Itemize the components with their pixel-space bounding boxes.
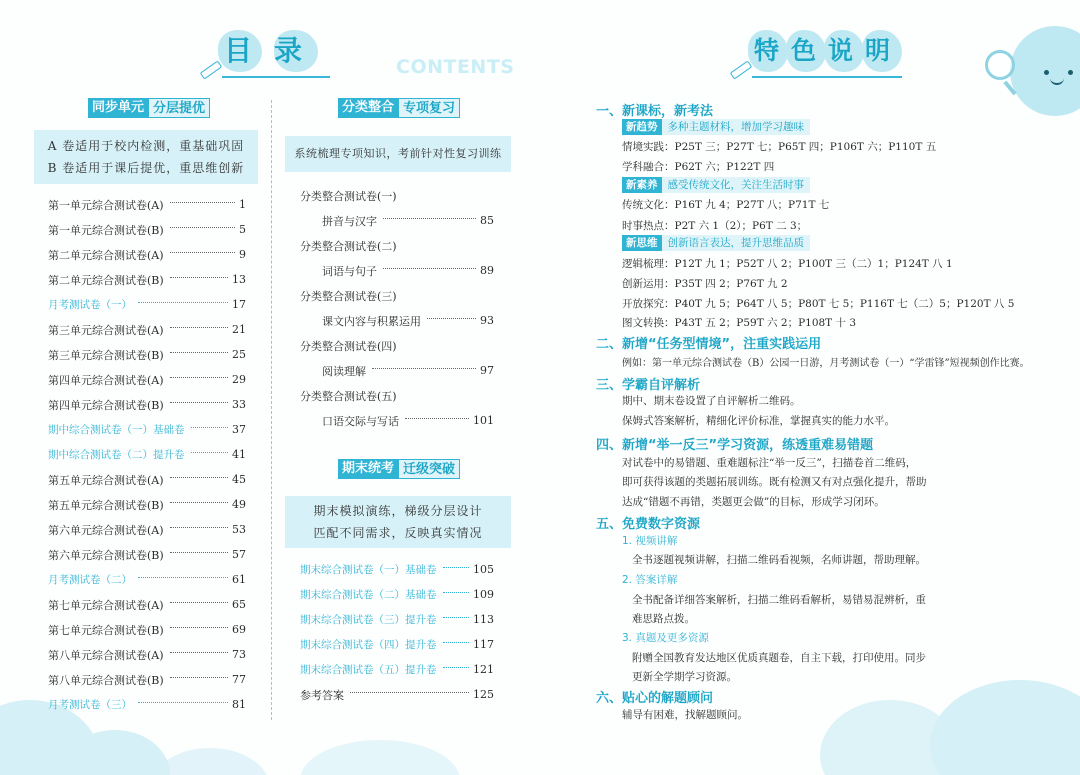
toc-entry[interactable] [48, 617, 246, 642]
toc-entry-page: 125 [473, 688, 494, 701]
toc-entry-label: 第七单元综合测试卷(B) [48, 623, 164, 637]
toc-leader-dots [443, 567, 470, 568]
toc-entry[interactable] [48, 542, 246, 567]
toc-entry-label: 拼音与汉字 [322, 214, 377, 228]
toc-entry-label: 第一单元综合测试卷(B) [48, 223, 164, 237]
toc-leader-dots [138, 702, 228, 703]
toc-entry[interactable] [48, 592, 246, 617]
toc-entry-label: 第六单元综合测试卷(A) [48, 523, 164, 537]
toc-leader-dots [170, 677, 228, 678]
toc-entry-page: 53 [232, 523, 246, 536]
magnifier-icon [985, 50, 1015, 80]
toc-leader-dots [138, 302, 228, 303]
toc-leader-dots [443, 592, 470, 593]
smiley-face-icon [1010, 26, 1080, 116]
text-line: 即可获得该题的类题拓展训练。既有检测又有对点强化提升，帮助 [622, 476, 927, 488]
toc-leader-dots [170, 377, 228, 378]
toc-entry[interactable] [48, 492, 246, 517]
features-title-text: 特色说明 [754, 36, 903, 65]
toc-leader-dots [170, 252, 235, 253]
toc-entry-label: 参考答案 [300, 688, 344, 702]
toc-entry-label: 阅读理解 [322, 364, 366, 378]
toc-entry-page: 101 [473, 414, 494, 427]
toc-entry[interactable] [300, 383, 494, 408]
subtag-trend: 新趋势 多种主题材料，增加学习趣味 [622, 119, 810, 135]
toc-entry-page: 37 [232, 423, 246, 436]
text-line: 附赠全国教育发达地区优质真题卷，自主下载，打印使用。同步 [632, 652, 926, 664]
toc-entry[interactable] [300, 283, 494, 308]
toc-leader-dots [170, 277, 228, 278]
toc-leader-dots [170, 652, 228, 653]
toc-leader-dots [170, 502, 228, 503]
section-head-3: 三、学霸自评解析 [596, 378, 701, 393]
toc-entry-label: 课文内容与积累运用 [322, 314, 421, 328]
toc-entry-page: 65 [232, 598, 246, 611]
toc-entry-label: 第六单元综合测试卷(B) [48, 548, 164, 562]
text-line: 期中、期末卷设置了自评解析二维码。 [622, 395, 801, 407]
toc-entry[interactable] [300, 682, 494, 707]
toc-entry-label: 口语交际与写话 [322, 414, 399, 428]
toc-entry[interactable] [300, 657, 494, 682]
toc-entry[interactable] [48, 692, 246, 717]
text-line: 难思路点拨。 [632, 613, 695, 625]
text-line: 保姆式答案解析，精细化评价标准，掌握真实的能力水平。 [622, 415, 895, 427]
toc-entry-page: 93 [480, 314, 494, 327]
text-line: 例如：第一单元综合测试卷（B）公园一日游，月考测试卷（一）“学雷锋”短视频创作比赛。 [622, 358, 1030, 369]
sub-head-resources: 3. 真题及更多资源 [622, 632, 709, 644]
toc-entry[interactable] [48, 417, 246, 442]
toc-entry[interactable] [48, 267, 246, 292]
toc-entry-page: 5 [239, 223, 246, 236]
toc-leader-dots [170, 477, 228, 478]
toc-leader-dots [170, 202, 235, 203]
toc-entry-page: 105 [473, 563, 494, 576]
toc-entry-label: 月考测试卷（一） [48, 299, 132, 311]
toc-leader-dots [443, 667, 470, 668]
toc-leader-dots [443, 617, 470, 618]
toc-entry[interactable] [300, 258, 494, 283]
toc-entry-label: 第三单元综合测试卷(A) [48, 323, 164, 337]
toc-entry-label: 分类整合测试卷(一) [300, 189, 397, 203]
toc-leader-dots [170, 327, 228, 328]
toc-entry-page: 73 [232, 648, 246, 661]
toc-leader-dots [170, 402, 228, 403]
toc-entry-page: 85 [480, 214, 494, 227]
toc-leader-dots [191, 452, 229, 453]
toc-entry-page: 9 [239, 248, 246, 261]
toc-leader-dots [170, 352, 228, 353]
toc-entry-label: 词语与句子 [322, 264, 377, 278]
text-line: 学科融合：P62T 六；P122T 四 [622, 161, 775, 173]
toc-leader-dots [170, 602, 228, 603]
toc-entry-label: 第四单元综合测试卷(A) [48, 373, 164, 387]
subtag-thinking: 新思维 创新语言表达，提升思维品质 [622, 235, 810, 251]
toc-entry[interactable] [48, 642, 246, 667]
toc-entry-label: 分类整合测试卷(五) [300, 389, 397, 403]
toc-entry-label: 期末综合测试卷（五）提升卷 [300, 664, 437, 676]
toc-entry-label: 分类整合测试卷(四) [300, 339, 397, 353]
toc-leader-dots [138, 577, 228, 578]
toc-entry-label: 第八单元综合测试卷(A) [48, 648, 164, 662]
toc-entry-page: 17 [232, 298, 246, 311]
text-line: 逻辑梳理：P12T 九 1；P52T 八 2；P100T 三（二）1；P124T 八 1 [622, 258, 953, 270]
section-tag-sync: 同步单元 分层提优 [88, 98, 210, 118]
toc-entry[interactable] [48, 292, 246, 317]
toc-list-classify [300, 183, 494, 433]
text-line: 图文转换：P43T 五 2；P59T 六 2；P108T 十 3 [622, 317, 857, 329]
section-tag-final: 期末统考 迁级突破 [338, 459, 460, 479]
text-line: 传统文化：P16T 九 4；P27T 八；P71T 七 [622, 199, 830, 211]
toc-leader-dots [372, 368, 476, 369]
toc-entry-label: 第四单元综合测试卷(B) [48, 398, 164, 412]
subtag-literacy: 新素养 感受传统文化，关注生活时事 [622, 177, 810, 193]
toc-entry-label: 分类整合测试卷(三) [300, 289, 397, 303]
toc-leader-dots [405, 418, 469, 419]
toc-entry-page: 89 [480, 264, 494, 277]
toc-entry-page: 13 [232, 273, 246, 286]
toc-entry[interactable] [48, 242, 246, 267]
title-underline [752, 76, 902, 78]
note-box-classify: 系统梳理专项知识，考前针对性复习训练 [285, 136, 511, 172]
features-title [748, 30, 902, 72]
toc-entry-label: 第五单元综合测试卷(A) [48, 473, 164, 487]
toc-entry[interactable] [300, 183, 494, 208]
toc-entry[interactable] [300, 632, 494, 657]
section-head-6: 六、贴心的解题顾问 [596, 691, 714, 706]
toc-entry-page: 41 [232, 448, 246, 461]
toc-entry-label: 期末综合测试卷（一）基础卷 [300, 564, 437, 576]
toc-entry[interactable] [48, 517, 246, 542]
toc-entry-page: 33 [232, 398, 246, 411]
toc-leader-dots [383, 218, 476, 219]
toc-leader-dots [350, 692, 469, 693]
toc-entry-page: 113 [473, 613, 494, 626]
toc-entry[interactable] [300, 333, 494, 358]
toc-entry-page: 25 [232, 348, 246, 361]
section-head-5: 五、免费数字资源 [596, 517, 701, 532]
toc-entry-page: 57 [232, 548, 246, 561]
toc-entry-page: 45 [232, 473, 246, 486]
column-divider [271, 100, 272, 720]
toc-entry-label: 期末综合测试卷（四）提升卷 [300, 639, 437, 651]
toc-entry[interactable] [48, 467, 246, 492]
toc-entry-page: 29 [232, 373, 246, 386]
text-line: 全书逐题视频讲解，扫描二维码看视频，名师讲题，帮助理解。 [632, 554, 926, 566]
toc-entry-label: 第八单元综合测试卷(B) [48, 673, 164, 687]
toc-entry-label: 月考测试卷（二） [48, 574, 132, 586]
toc-leader-dots [170, 527, 228, 528]
contents-word: CONTENTS [396, 56, 515, 78]
text-line: 开放探究：P40T 九 5；P64T 八 5；P80T 七 5；P116T 七（二）5；P120T 八 5 [622, 298, 1015, 310]
toc-entry-label: 期末综合测试卷（二）基础卷 [300, 589, 437, 601]
toc-entry-label: 第二单元综合测试卷(A) [48, 248, 164, 262]
sub-head-video: 1. 视频讲解 [622, 535, 678, 547]
toc-entry[interactable] [300, 607, 494, 632]
toc-leader-dots [191, 427, 229, 428]
toc-title [218, 30, 324, 72]
toc-entry-label: 期中综合测试卷（一）基础卷 [48, 424, 185, 436]
toc-leader-dots [443, 642, 470, 643]
toc-entry-page: 69 [232, 623, 246, 636]
title-underline [222, 76, 330, 78]
toc-leader-dots [170, 227, 235, 228]
toc-entry-label: 月考测试卷（三） [48, 699, 132, 711]
section-tag-classify: 分类整合 专项复习 [338, 98, 460, 118]
section-head-2: 二、新增“任务型情境”，注重实践运用 [596, 337, 822, 352]
toc-entry[interactable] [300, 308, 494, 333]
text-line: 辅导有困难，找解题顾问。 [622, 709, 748, 721]
toc-entry-label: 第五单元综合测试卷(B) [48, 498, 164, 512]
decor-cloud [930, 680, 1080, 775]
toc-leader-dots [170, 552, 228, 553]
toc-entry-page: 49 [232, 498, 246, 511]
section-head-1: 一、新课标，新考法 [596, 104, 714, 119]
toc-entry-page: 1 [239, 198, 246, 211]
toc-list-sync [48, 192, 246, 717]
toc-entry-page: 77 [232, 673, 246, 686]
toc-leader-dots [427, 318, 476, 319]
toc-entry-page: 97 [480, 364, 494, 377]
toc-entry[interactable] [300, 408, 494, 433]
toc-entry[interactable] [300, 582, 494, 607]
text-line: 全书配备详细答案解析，扫描二维码看解析，易错易混辨析，重 [632, 594, 926, 606]
text-line: 时事热点：P2T 六 1（2）；P6T 二 3； [622, 220, 808, 232]
toc-entry-label: 期末综合测试卷（三）提升卷 [300, 614, 437, 626]
toc-entry-page: 117 [473, 638, 494, 651]
note-box-sync: A 卷适用于校内检测，重基础巩固 B 卷适用于课后提优，重思维创新 [34, 130, 258, 184]
section-head-4: 四、新增“举一反三”学习资源，练透重难易错题 [596, 438, 874, 453]
toc-list-final [300, 557, 494, 707]
toc-entry-label: 第三单元综合测试卷(B) [48, 348, 164, 362]
toc-entry[interactable] [48, 342, 246, 367]
toc-entry-page: 61 [232, 573, 246, 586]
toc-entry[interactable] [48, 367, 246, 392]
text-line: 情境实践：P25T 三；P27T 七；P65T 四；P106T 六；P110T 五 [622, 141, 937, 153]
toc-entry[interactable] [300, 233, 494, 258]
toc-entry-label: 第一单元综合测试卷(A) [48, 198, 164, 212]
toc-entry[interactable] [48, 392, 246, 417]
toc-entry[interactable] [300, 557, 494, 582]
toc-entry[interactable] [48, 192, 246, 217]
toc-entry-page: 109 [473, 588, 494, 601]
toc-entry[interactable] [300, 358, 494, 383]
toc-entry-page: 81 [232, 698, 246, 711]
toc-entry[interactable] [48, 567, 246, 592]
sub-head-answers: 2. 答案详解 [622, 574, 678, 586]
toc-entry-label: 第七单元综合测试卷(A) [48, 598, 164, 612]
toc-entry-label: 分类整合测试卷(二) [300, 239, 397, 253]
text-line: 更新全学期学习资源。 [632, 671, 737, 683]
toc-entry-page: 21 [232, 323, 246, 336]
toc-entry-label: 期中综合测试卷（二）提升卷 [48, 449, 185, 461]
toc-entry[interactable] [48, 667, 246, 692]
toc-entry[interactable] [48, 217, 246, 242]
text-line: 对试卷中的易错题、重难题标注“举一反三”，扫描卷首二维码， [622, 457, 917, 469]
toc-entry[interactable] [48, 442, 246, 467]
toc-entry-page: 121 [473, 663, 494, 676]
toc-leader-dots [170, 627, 228, 628]
toc-entry[interactable] [48, 317, 246, 342]
toc-leader-dots [383, 268, 476, 269]
note-box-final: 期末模拟演练，梯级分层设计 匹配不同需求，反映真实情况 [285, 496, 511, 548]
toc-title-text: 目录 [224, 34, 325, 67]
toc-entry[interactable] [300, 208, 494, 233]
toc-entry-label: 第二单元综合测试卷(B) [48, 273, 164, 287]
text-line: 达成“错题不再错，类题更会做”的目标，形成学习闭环。 [622, 496, 885, 508]
text-line: 创新运用：P35T 四 2；P76T 九 2 [622, 278, 788, 290]
